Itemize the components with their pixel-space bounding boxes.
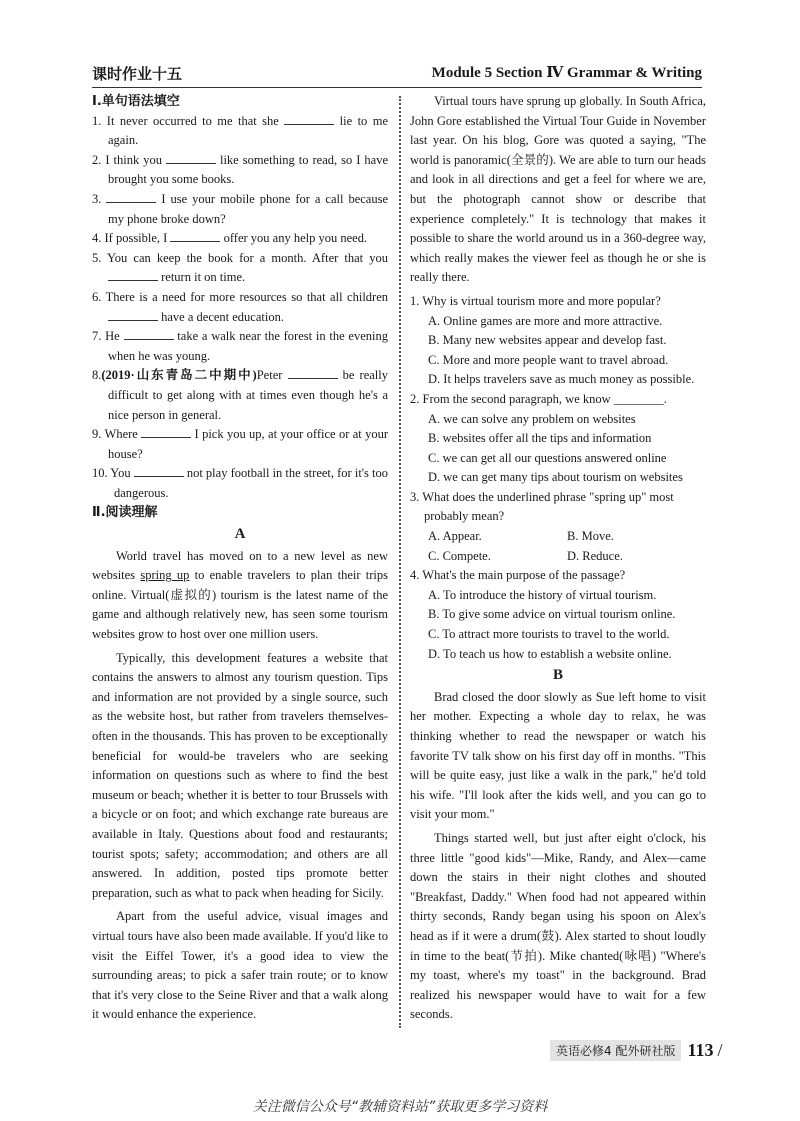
mcq-option[interactable]: A. we can solve any problem on websites — [428, 411, 636, 426]
mcq-option[interactable]: B. Move. — [567, 529, 614, 544]
mcq-option[interactable]: A. Online games are more and more attractive. — [428, 313, 663, 328]
answer-blank[interactable] — [141, 425, 191, 438]
question-8: 8.(2019·山东青岛二中期中)Peter be really difficult to get along with at times even though he's a nice person in general. — [92, 368, 388, 422]
mcq-option[interactable]: B. To give some advice on virtual tourism online. — [428, 607, 676, 622]
mcq-option[interactable]: A. To introduce the history of virtual tourism. — [428, 587, 657, 602]
answer-blank[interactable] — [108, 268, 158, 281]
question-10: 10. You not play football in the street, for it's too dangerous. — [92, 466, 388, 500]
left-column — [92, 92, 388, 1029]
mcq-option[interactable]: C. To attract more tourists to travel to the world. — [428, 627, 670, 642]
header-right-title: Module 5 Section Ⅳ Grammar & Writing — [431, 65, 702, 81]
passage-a-paragraph-4: Virtual tours have sprung up globally. In South Africa, John Gore established the Virtual Tour Guide in November last year. On his blog, Gore was quoted a saying, "The world is panoramic(全景的). We are able to turn our heads and look in all directions and get a feel for where we are, but the photograph cannot show or describe that experience completely." It is technology that makes it possible to share the world around us in a 360-degree way, which really makes the viewer feel as though he or she is really there. — [410, 94, 707, 285]
mcq-option[interactable]: C. More and more people want to travel abroad. — [428, 352, 669, 367]
page-number: 113 — [687, 1039, 714, 1060]
header-left-title: 课时作业十五 — [92, 65, 183, 83]
answer-blank[interactable] — [284, 112, 334, 125]
mcq-1-stem: 1. Why is virtual tourism more and more popular? — [410, 293, 661, 308]
mcq-option[interactable]: B. Many new websites appear and develop fast. — [428, 333, 667, 348]
mcq-option[interactable]: D. we can get many tips about tourism on websites — [428, 470, 683, 485]
question-9: 9. Where I pick you up, at your office or at your house? — [92, 427, 389, 461]
passage-b-paragraph-1: Brad closed the door slowly as Sue left home to visit her mother. Expecting a whole day to relax, he was thinking whether to read the newspaper or watch his favorite TV talk show on his first day off in months. "This will be quite easy, just like a walk in the park," he'd told his wife. "I'll look after the kids well, and you can go to visit your mom." — [410, 689, 706, 822]
question-4: 4. If possible, I offer you any help you need. — [92, 231, 368, 246]
passage-b-label: B — [552, 667, 563, 684]
answer-blank[interactable] — [170, 229, 220, 242]
answer-blank[interactable] — [108, 308, 158, 321]
answer-blank[interactable] — [106, 190, 156, 203]
answer-blank[interactable] — [124, 327, 174, 340]
mcq-option[interactable]: C. Compete. — [428, 548, 491, 563]
answer-blank[interactable] — [134, 464, 184, 477]
section1-title: Ⅰ.单句语法填空 — [92, 94, 180, 109]
question-7: 7. He take a walk near the forest in the evening when he was young. — [92, 329, 389, 363]
mcq-option[interactable]: D. To teach us how to establish a website online. — [428, 646, 672, 661]
footer-slash: / — [717, 1039, 723, 1060]
mcq-3-options-row-2 — [410, 547, 706, 567]
question-2: 2. I think you like something to read, so I have brought you some books. — [92, 152, 389, 187]
mcq-3-options-row-1 — [410, 527, 706, 547]
underlined-phrase: spring up — [140, 568, 190, 583]
mcq-option[interactable]: A. Appear. — [428, 529, 482, 544]
mcq-option[interactable]: C. we can get all our questions answered online — [428, 450, 667, 465]
passage-a-label: A — [234, 526, 246, 543]
passage-a-paragraph-1: World travel has moved on to a new level as new websites spring up to enable travelers to plan their trips online. Virtual(虚拟的) tourism is the latest name of the game and although relatively new, has seen some tourism websites grow to host over one million users. — [92, 548, 388, 642]
right-column — [410, 92, 706, 1029]
question-1: 1. It never occurred to me that she lie to me again. — [92, 113, 388, 148]
mcq-3-stem: 3. What does the underlined phrase "spring up" most probably mean? — [410, 489, 674, 524]
section2-title: Ⅱ.阅读理解 — [92, 505, 158, 521]
passage-a-paragraph-3: Apart from the useful advice, visual images and virtual tours have also been made available. If you'd like to visit the Eiffel Tower, it's a good idea to view the surrounding areas; to pick a safer train route; or to know that it's very close to the Seine River and that a walk along it would enhance the experience. — [92, 909, 388, 1022]
page-footer — [550, 1038, 722, 1062]
question-6: 6. There is a need for more resources so that all children have a decent education. — [92, 289, 389, 324]
passage-a-paragraph-2: Typically, this development features a website that contains the answers to almost any tourism question. Tips and information are not provided by a single source, such as the website host, but rather from travelers themselves-often in the thousands. This has proven to be exceptionally beneficial for would-be travelers who are seeking information on questions such as where to find the best museum or beach; whether it is better to tour Brussels with a bicycle or on foot; and which exchange rate bureaus are available in Italy. Questions about food and restaurants; tourist spots; safety; accommodation; and others are all answered. In addition, posted tips promote better preparation, such as what to pack when heading for Sicily. — [92, 650, 388, 900]
mcq-option[interactable]: B. websites offer all the tips and information — [428, 431, 652, 446]
question-5: 5. You can keep the book for a month. After that you return it on time. — [92, 250, 388, 285]
answer-blank[interactable] — [166, 151, 216, 164]
answer-blank[interactable] — [288, 366, 338, 379]
header-rule — [92, 87, 702, 88]
mcq-option[interactable]: D. Reduce. — [567, 548, 623, 563]
question-3: 3. I use your mobile phone for a call because my phone broke down? — [92, 191, 389, 226]
book-title: 英语必修4 配外研社版 — [550, 1040, 681, 1061]
mcq-2-stem: 2. From the second paragraph, we know ________. — [410, 391, 667, 406]
mcq-4-stem: 4. What's the main purpose of the passage? — [410, 568, 626, 583]
promo-note: 关注微信公众号“教辅资料站”获取更多学习资料 — [252, 1099, 548, 1115]
passage-b-paragraph-2: Things started well, but just after eight o'clock, his three little "good kids"—Mike, Randy, and Alex—came down the stairs in their night clothes and shouted "Breakfast, Daddy." When food had not appeared within thirty seconds, Randy began using his spoon on Alex's head as if it were a drum(鼓). Alex started to shout loudly in time to the beat(节拍). Mike chanted(咏唱) "Where's my toast, where's my toast" in the background. Brad realized his newspaper would have to wait for a few seconds. — [410, 830, 706, 1022]
mcq-option[interactable]: D. It helps travelers save as much money as possible. — [428, 372, 695, 387]
column-divider — [399, 96, 401, 1028]
